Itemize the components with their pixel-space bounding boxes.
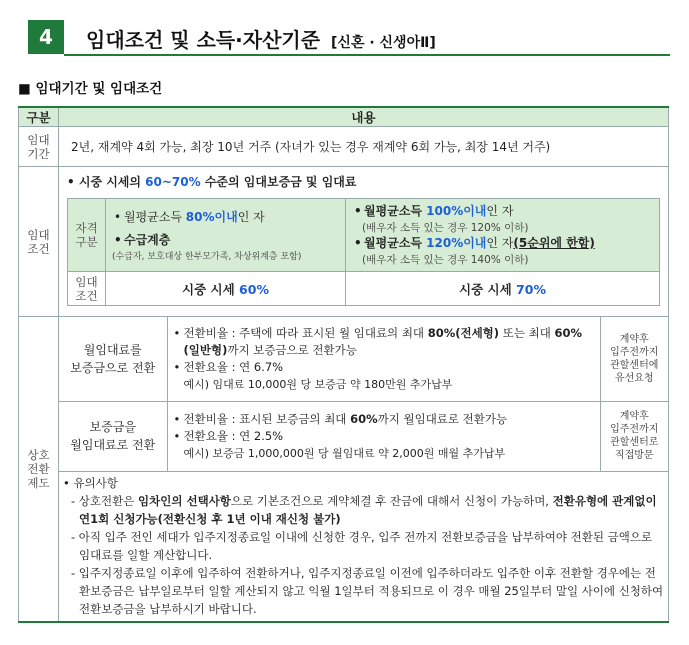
- section-header: [28, 20, 670, 56]
- conversion-label: 상호 전환 제도: [19, 317, 59, 622]
- conversion-notes: [59, 471, 668, 621]
- rent-level-right: 시중 시세 70%: [346, 272, 660, 306]
- conv1-bullet-2: • 전환요율 : 연 6.7%: [184, 359, 596, 376]
- conv1-bullet-1: • 전환비율 : 주택에 따라 표시된 월 임대료의 최대 80%(전세형) 또는 최대 60%(일반형)까지 보증금으로 전환가능: [184, 325, 596, 359]
- conv1-note: 계약후 입주전까지 관할센터에 유선요청: [600, 317, 668, 401]
- conditions-content: [59, 167, 669, 317]
- period-label: 임대 기간: [19, 127, 59, 167]
- qual-right-2: • 월평균소득 120%이내인 자(5순위에 한함): [364, 235, 653, 252]
- conditions-label: 임대 조건: [19, 167, 59, 317]
- section-number: 4: [28, 20, 64, 54]
- conv1-example: 예시) 임대료 10,000원 당 보증금 약 180만원 추가납부: [183, 377, 453, 391]
- rent-level-row: [68, 272, 660, 306]
- conv2-title: 보증금을 월임대료로 전환: [59, 401, 167, 471]
- title-subtitle: [신혼 · 신생아Ⅱ]: [331, 35, 436, 51]
- conversion-table: [59, 317, 668, 621]
- qualification-row: [68, 199, 660, 272]
- qual-left-2: • 수급계층: [124, 232, 339, 249]
- conv2-note: 계약후 입주전까지 관할센터로 직접방문: [600, 401, 668, 471]
- qual-right-1-note: (배우자 소득 있는 경우 120% 이하): [362, 222, 529, 234]
- qual-right-1: • 월평균소득 100%이내인 자: [364, 203, 653, 220]
- note-3: - 입주지정종료일 이후에 입주하여 전환하거나, 입주지정종료일 이전에 입주하더라도 입주한 이후 전환할 경우에는 전환보증금은 납부일로부터 일할 계산되지 않고 익월 1일부터 적용되므로 이 경우 매월 25일부터 말일 사이에 신청하여 전환보증금을 납부하시기 바랍니다.: [71, 565, 664, 616]
- header-category: 구분: [19, 107, 59, 127]
- conversion-row: [19, 317, 669, 622]
- period-row: [19, 127, 669, 167]
- note-2: - 아직 입주 전인 세대가 입주지정종료일 이내에 신청한 경우, 입주 전까지 전환보증금을 납부하여야 전환된 금액으로 임대료를 일할 계산합니다.: [71, 529, 653, 562]
- qualification-table: [67, 198, 660, 306]
- conv2-bullet-1: • 전환비율 : 표시된 보증금의 최대 60%까지 월임대료로 전환가능: [184, 411, 596, 428]
- notes-title: • 유의사항: [63, 475, 118, 490]
- conversion-notes-row: [59, 471, 668, 621]
- header-content: 내용: [59, 107, 669, 127]
- subsection-title: ■ 임대기간 및 임대조건: [18, 81, 163, 97]
- header-underline: [64, 54, 670, 56]
- note-1: - 상호전환은 임차인의 선택사항으로 기본조건으로 계약체결 후 잔금에 대해서 신청이 가능하며, 전환유형에 관계없이 연1회 신청가능(전환신청 후 1년 이내 재신청 불가): [71, 493, 657, 526]
- title-text: 임대조건 및 소득·자산기준: [86, 28, 321, 52]
- section-title: [86, 24, 436, 53]
- conv2-example: 예시) 보증금 1,000,000원 당 월임대료 약 2,000원 매월 추가납부: [183, 446, 506, 460]
- conversion-rent-to-deposit: [59, 317, 668, 401]
- conv2-bullet-2: • 전환요율 : 연 2.5%: [184, 428, 596, 445]
- qual-left-2-note: (수급자, 보호대상 한부모가족, 차상위계층 포함): [112, 251, 302, 262]
- conv1-title: 월임대료를 보증금으로 전환: [59, 317, 167, 401]
- rent-level-left: 시중 시세 60%: [106, 272, 346, 306]
- period-text: 2년, 재계약 4회 가능, 최장 10년 거주 (자녀가 있는 경우 재계약 6회 가능, 최장 14년 거주): [59, 127, 669, 167]
- conversion-content: [59, 317, 669, 622]
- qualification-left: [106, 199, 346, 272]
- qualification-right: [346, 199, 660, 272]
- table-header-row: [19, 107, 669, 127]
- conditions-intro: • 시중 시세의 60~70% 수준의 임대보증금 및 임대료: [67, 175, 357, 189]
- conv2-body: [167, 401, 600, 471]
- qual-right-2-note: (배우자 소득 있는 경우 140% 이하): [362, 254, 529, 266]
- rent-level-label: 임대 조건: [68, 272, 106, 306]
- conv1-body: [167, 317, 600, 401]
- rental-conditions-table: [18, 106, 669, 623]
- conversion-deposit-to-rent: [59, 401, 668, 471]
- qualification-label: 자격 구분: [68, 199, 106, 272]
- qual-left-1: • 월평균소득 80%이내인 자: [124, 209, 339, 226]
- conditions-row: [19, 167, 669, 317]
